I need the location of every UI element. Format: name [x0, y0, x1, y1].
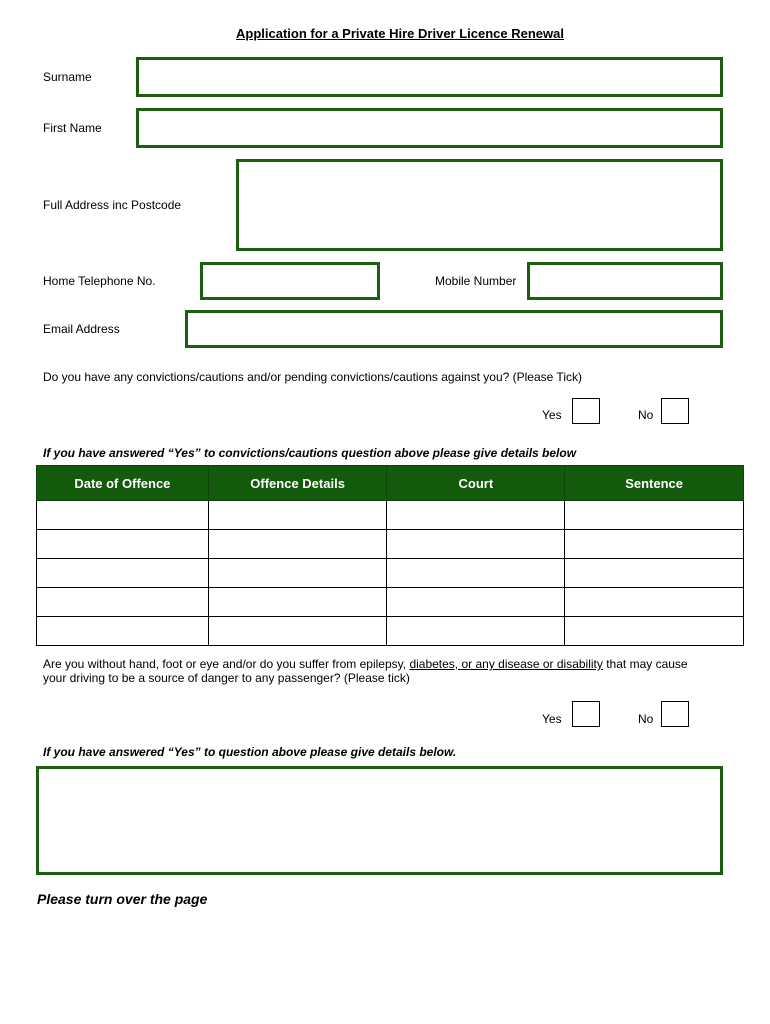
- home-telephone-input[interactable]: [200, 262, 380, 300]
- table-cell[interactable]: [208, 501, 387, 530]
- health-question-text: Are you without hand, foot or eye and/or do you suffer from epilepsy,: [43, 657, 410, 671]
- form-title: Application for a Private Hire Driver Licence Renewal: [235, 26, 564, 41]
- table-row: [37, 501, 744, 530]
- table-cell[interactable]: [37, 530, 209, 559]
- convictions-question: Do you have any convictions/cautions and/or pending convictions/cautions against you? (Please Tick): [43, 370, 582, 384]
- health-details-prompt: If you have answered “Yes” to question above please give details below.: [43, 745, 457, 759]
- table-cell[interactable]: [565, 588, 744, 617]
- address-input[interactable]: [236, 159, 723, 251]
- column-header-sentence: Sentence: [565, 466, 744, 501]
- table-cell[interactable]: [565, 501, 744, 530]
- table-cell[interactable]: [387, 617, 565, 646]
- health-no-checkbox[interactable]: [661, 701, 689, 727]
- health-no-label: No: [638, 712, 654, 726]
- table-cell[interactable]: [208, 588, 387, 617]
- table-row: [37, 588, 744, 617]
- health-question: [43, 657, 703, 685]
- convictions-yes-checkbox[interactable]: [572, 398, 600, 424]
- convictions-yes-label: Yes: [542, 408, 562, 422]
- health-yes-checkbox[interactable]: [572, 701, 600, 727]
- surname-label: Surname: [43, 70, 92, 84]
- health-question-text-end: that may cause your driving to be a source of danger to any passenger? (Please tick): [43, 657, 688, 685]
- email-input[interactable]: [185, 310, 723, 348]
- table-cell[interactable]: [37, 501, 209, 530]
- address-label: Full Address inc Postcode: [43, 198, 182, 212]
- table-cell[interactable]: [387, 501, 565, 530]
- table-cell[interactable]: [208, 617, 387, 646]
- table-cell[interactable]: [565, 559, 744, 588]
- table-cell[interactable]: [37, 559, 209, 588]
- table-cell[interactable]: [565, 530, 744, 559]
- convictions-details-prompt: If you have answered “Yes” to convictions/cautions question above please give details below: [43, 446, 577, 460]
- health-details-input[interactable]: [36, 766, 723, 875]
- column-header-court: Court: [387, 466, 565, 501]
- table-header-row: [37, 466, 744, 501]
- table-row: [37, 530, 744, 559]
- mobile-number-input[interactable]: [527, 262, 723, 300]
- convictions-no-label: No: [638, 408, 654, 422]
- table-cell[interactable]: [387, 530, 565, 559]
- home-telephone-label: Home Telephone No.: [43, 274, 156, 288]
- column-header-date: Date of Offence: [37, 466, 209, 501]
- table-row: [37, 559, 744, 588]
- convictions-no-checkbox[interactable]: [661, 398, 689, 424]
- table-cell[interactable]: [208, 559, 387, 588]
- first-name-input[interactable]: [136, 108, 723, 148]
- convictions-table: [36, 465, 744, 646]
- table-row: [37, 617, 744, 646]
- health-question-underlined: diabetes, or any disease or disability: [409, 657, 603, 671]
- table-cell[interactable]: [565, 617, 744, 646]
- turn-over-note: Please turn over the page: [37, 891, 208, 907]
- column-header-offence: Offence Details: [208, 466, 387, 501]
- health-yes-label: Yes: [542, 712, 562, 726]
- table-cell[interactable]: [208, 530, 387, 559]
- table-cell[interactable]: [37, 588, 209, 617]
- email-label: Email Address: [43, 322, 120, 336]
- table-cell[interactable]: [37, 617, 209, 646]
- first-name-label: First Name: [43, 121, 102, 135]
- table-cell[interactable]: [387, 588, 565, 617]
- surname-input[interactable]: [136, 57, 723, 97]
- table-cell[interactable]: [387, 559, 565, 588]
- mobile-number-label: Mobile Number: [435, 274, 517, 288]
